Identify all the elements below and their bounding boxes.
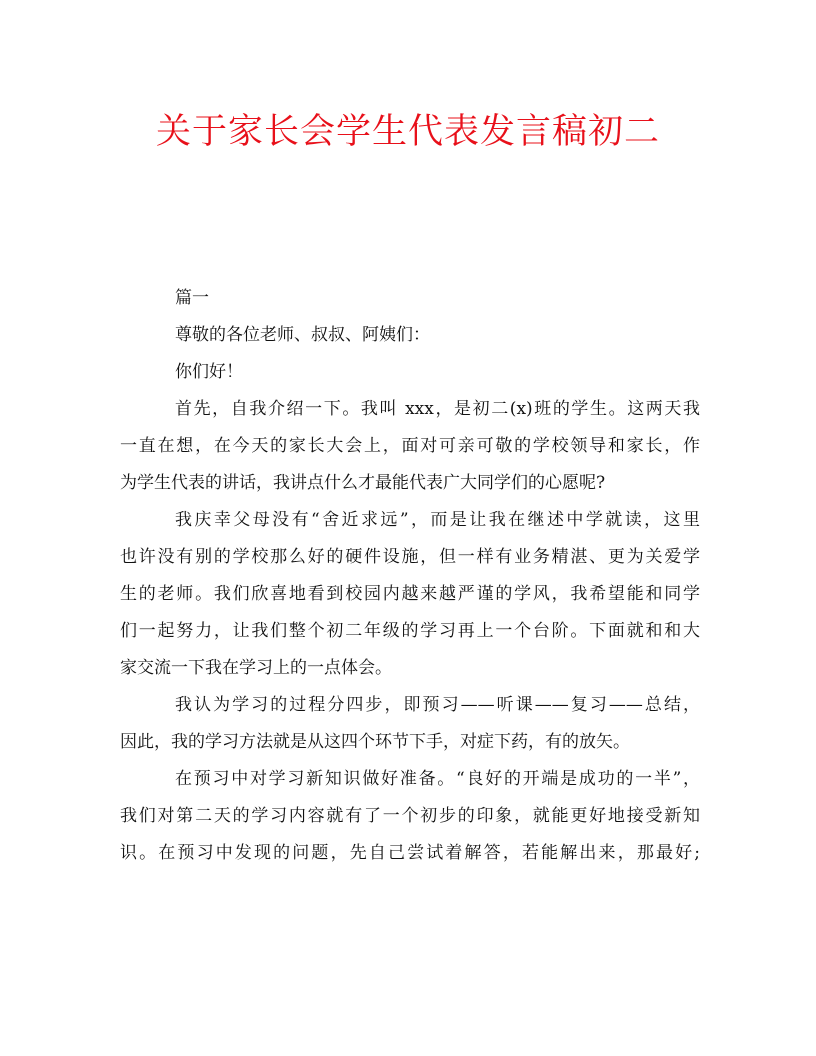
document-body (120, 280, 700, 872)
paragraph-line: 在预习中对学习新知识做好准备。“良好的开端是成功的一半”， (175, 769, 700, 789)
paragraph-line: 我们对第二天的学习内容就有了一个初步的印象，就能更好地接受新知 (120, 806, 700, 826)
paragraph-line: 为学生代表的讲话，我讲点什么才最能代表广大同学们的心愿呢? (120, 473, 606, 493)
paragraph-line: 也许没有别的学校那么好的硬件设施，但一样有业务精湛、更为关爱学 (120, 547, 700, 567)
paragraph-line: 我庆幸父母没有“舍近求远”，而是让我在继述中学就读，这里 (175, 510, 700, 530)
paragraph-line: 因此，我的学习方法就是从这四个环节下手，对症下药，有的放矢。 (120, 732, 630, 752)
paragraph-line: 家交流一下我在学习上的一点体会。 (120, 658, 392, 678)
paragraph-line: 我认为学习的过程分四步，即预习——听课——复习——总结， (175, 695, 700, 715)
paragraph-line: 首先，自我介绍一下。我叫 xxx，是初二(x)班的学生。这两天我 (175, 399, 700, 419)
paragraph-line: 一直在想，在今天的家长大会上，面对可亲可敬的学校领导和家长，作 (120, 436, 700, 456)
document-title: 关于家长会学生代表发言稿初二 (155, 112, 660, 152)
salutation: 尊敬的各位老师、叔叔、阿姨们： (175, 325, 430, 345)
paragraph-line: 们一起努力，让我们整个初二年级的学习再上一个台阶。下面就和和大 (120, 621, 700, 641)
paragraph-line: 生的老师。我们欣喜地看到校园内越来越严谨的学风，我希望能和同学 (120, 584, 700, 604)
paragraph-line: 识。在预习中发现的问题，先自己尝试着解答，若能解出来，那最好; (120, 843, 700, 863)
section-heading: 篇一 (175, 288, 209, 308)
greeting: 你们好！ (175, 362, 243, 382)
